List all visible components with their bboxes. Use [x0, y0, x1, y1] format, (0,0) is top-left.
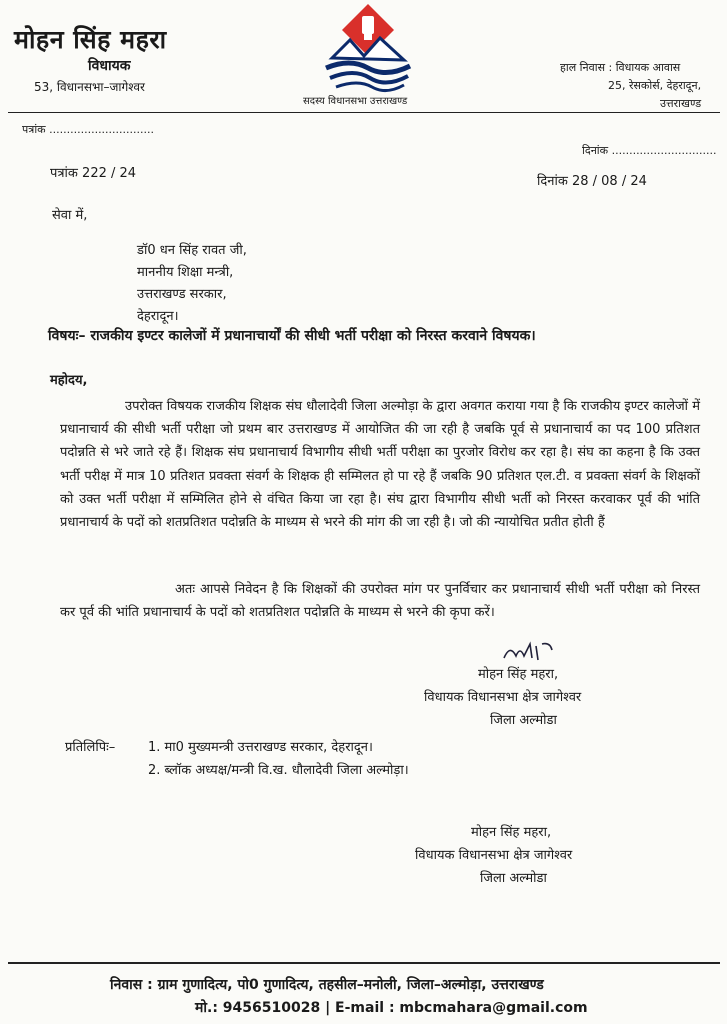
- assembly-logo-icon: [320, 2, 416, 94]
- signature-name: मोहन सिंह महरा,: [471, 825, 552, 840]
- cc-label: प्रतिलिपिः–: [65, 740, 116, 755]
- body-paragraph: उपरोक्त विषयक राजकीय शिक्षक संघ धौलादेवी जिला अल्मोड़ा के द्वारा अवगत कराया गया है कि राजकीय इण्टर कालेजों में प्रधानाचार्य की सीधी भर्ती परीक्षा जो प्रथम बार उत्तराखण्ड में आयोजित की जा रही है जबकि पूर्व से प्रधानाचार्य का पद 100 प्रतिशत पदोन्नति से भरे जाते रहे हैं। शिक्षक संघ प्रधानाचार्य विभागीय सीधी भर्ती परीक्षा का पुरजोर विरोध कर रहा है। संघ का कहना है कि उक्त भर्ती परीक्ष में मात्र 10 प्रतिशत प्रवक्ता संवर्ग के शिक्षक ही सम्मिलत हो पा रहे हैं जबकि 90 प्रतिशत एल.टी. व प्रवक्ता संवर्ग के शिक्षकों को उक्त भर्ती परीक्षा में सम्मिलित होने से वंचित किया जा रहा है। संघ द्वारा विभागीय सीधी भर्ती को निरस्त करवाकर पूर्व की भांति प्रधानाचार्य के पदों को शतप्रतिशत पदोन्नति के माध्यम से भरने की मांग की जा रही है। जो की न्यायोचित प्रतीत होती हैं: [60, 399, 700, 531]
- handwritten-signature: [500, 638, 556, 664]
- recipient-line: देहरादून।: [137, 309, 179, 324]
- greeting: महोदय,: [50, 373, 88, 388]
- subject-line: विषयः– राजकीय इण्टर कालेजों में प्रधानाचार्यों की सीधी भर्ती परीक्षा को निरस्त करवाने विषयक।: [48, 328, 536, 344]
- recipient-line: डॉ0 धन सिंह रावत जी,: [137, 243, 247, 258]
- letterhead-designation: विधायक: [88, 58, 131, 74]
- signature-name: मोहन सिंह महरा,: [478, 667, 559, 682]
- header-divider: [8, 112, 720, 113]
- header-date-field: दिनांक ..............................: [582, 144, 717, 157]
- signature-title: विधायक विधानसभा क्षेत्र जागेश्वर: [415, 848, 573, 863]
- letter-date: दिनांक 28 / 08 / 24: [537, 174, 647, 189]
- footer-address: निवास : ग्राम गुणादित्य, पो0 गुणादित्य, तहसील–मनोली, जिला–अल्मोड़ा, उत्तराखण्ड: [110, 977, 544, 993]
- salutation: सेवा में,: [52, 208, 88, 223]
- signature-district: जिला अल्मोडा: [480, 871, 547, 886]
- cc-item: 2. ब्लॉक अध्यक्ष/मन्त्री वि.ख. धौलादेवी जिला अल्मोड़ा।: [148, 763, 409, 778]
- logo-caption: सदस्य विधानसभा उत्तराखण्ड: [303, 96, 408, 107]
- header-ref-field: पत्रांक ..............................: [22, 123, 155, 136]
- signature-title: विधायक विधानसभा क्षेत्र जागेश्वर: [424, 690, 582, 705]
- cc-item: 1. मा0 मुख्यमन्त्री उत्तराखण्ड सरकार, देहरादून।: [148, 740, 373, 755]
- footer-contact: मो.: 9456510028 | E-mail : mbcmahara@gmail.com: [195, 1000, 588, 1016]
- footer-divider: [8, 962, 720, 964]
- letter-ref: पत्रांक 222 / 24: [50, 166, 137, 181]
- body-paragraph: अतः आपसे निवेदन है कि शिक्षकों की उपरोक्त मांग पर पुनर्विचार कर प्रधानाचार्य सीधी भर्ती परीक्षा को निरस्त कर पूर्व की भांति प्रधानाचार्य के पदों को शतप्रतिशत पदोन्नति के माध्यम से भरने की कृपा करें।: [60, 582, 700, 621]
- recipient-line: माननीय शिक्षा मन्त्री,: [137, 265, 234, 280]
- signature-district: जिला अल्मोडा: [490, 713, 557, 728]
- address-line-3: उत्तराखण्ड: [660, 97, 702, 110]
- letterhead-constituency: 53, विधानसभा–जागेश्वर: [34, 80, 145, 94]
- address-line-1: हाल निवास : विधायक आवास: [560, 61, 681, 74]
- letterhead-name: मोहन सिंह महरा: [14, 25, 167, 54]
- recipient-line: उत्तराखण्ड सरकार,: [137, 287, 227, 302]
- address-line-2: 25, रेसकोर्स, देहरादून,: [608, 79, 702, 92]
